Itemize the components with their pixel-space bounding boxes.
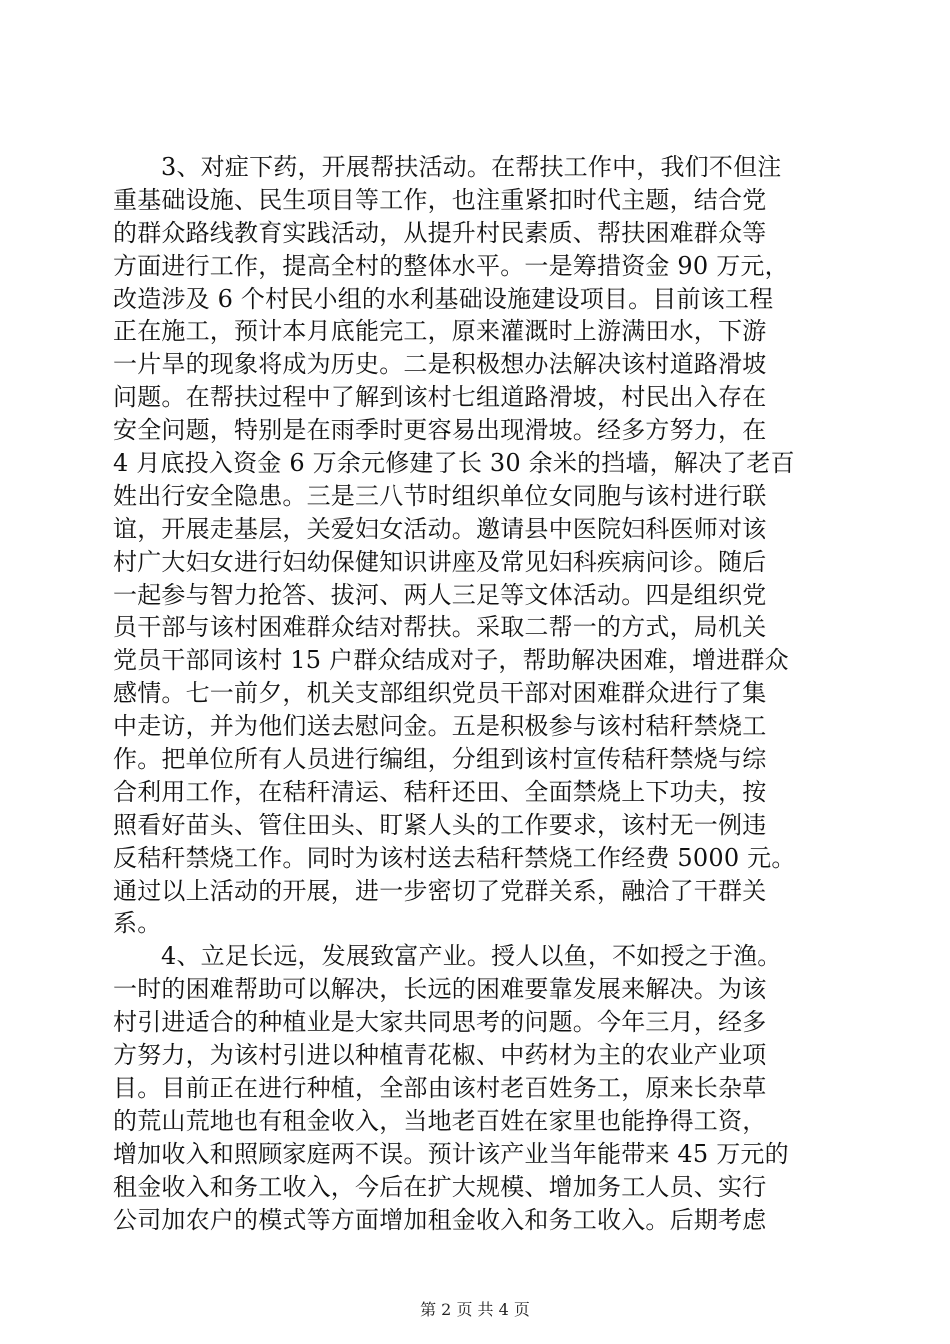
paragraph-line: 公司加农户的模式等方面增加租金收入和务工收入。后期考虑 [113, 1205, 767, 1234]
paragraph-line: 安全问题，特别是在雨季时更容易出现滑坡。经多方努力，在 [113, 416, 767, 445]
paragraph-line [113, 151, 833, 184]
paragraph-line: 合利用工作，在秸秆清运、秸秆还田、全面禁烧上下功夫，按 [113, 777, 767, 806]
paragraph-line: 反秸秆禁烧工作。同时为该村送去秸秆禁烧工作经费 5000 元。 [113, 843, 796, 872]
paragraph-line: 租金收入和务工收入，今后在扩大规模、增加务工人员、实行 [113, 1172, 767, 1201]
page-footer [0, 1297, 950, 1320]
paragraph-line: 谊，开展走基层，关爱妇女活动。邀请县中医院妇科医师对该 [113, 514, 767, 543]
paragraph-line: 增加收入和照顾家庭两不误。预计该产业当年能带来 45 万元的 [113, 1139, 789, 1168]
paragraph-line: 的群众路线教育实践活动，从提升村民素质、帮扶困难群众等 [113, 218, 767, 247]
line-text: 4、立足长远，发展致富产业。授人以鱼，不如授之于渔。 [161, 942, 782, 971]
paragraph-line: 4 月底投入资金 6 万余元修建了长 30 余米的挡墙，解决了老百 [113, 449, 795, 478]
paragraph-line: 一片旱的现象将成为历史。二是积极想办法解决该村道路滑坡 [113, 350, 767, 379]
paragraph-line: 的荒山荒地也有租金收入，当地老百姓在家里也能挣得工资， [113, 1106, 767, 1135]
paragraph-line: 方努力，为该村引进以种植青花椒、中药材为主的农业产业项 [113, 1041, 767, 1070]
paragraph-line: 感情。七一前夕，机关支部组织党员干部对困难群众进行了集 [113, 679, 767, 708]
document-body [113, 151, 833, 1236]
paragraph-line: 一起参与智力抢答、拔河、两人三足等文体活动。四是组织党 [113, 580, 767, 609]
paragraph-line: 改造涉及 6 个村民小组的水利基础设施建设项目。目前该工程 [113, 284, 774, 313]
paragraph-line: 员干部与该村困难群众结对帮扶。采取二帮一的方式，局机关 [113, 613, 767, 642]
paragraph-line: 中走访，并为他们送去慰问金。五是积极参与该村秸秆禁烧工 [113, 712, 767, 741]
paragraph-line: 正在施工，预计本月底能完工，原来灌溉时上游满田水，下游 [113, 317, 767, 346]
paragraph-line: 系。 [113, 909, 162, 938]
page-number-label: 第 2 页 共 4 页 [420, 1300, 530, 1319]
line-text: 3、对症下药，开展帮扶活动。在帮扶工作中，我们不但注 [161, 153, 782, 181]
paragraph-line: 问题。在帮扶过程中了解到该村七组道路滑坡，村民出入存在 [113, 383, 767, 412]
paragraph-line: 姓出行安全隐患。三是三八节时组织单位女同胞与该村进行联 [113, 481, 767, 510]
paragraph-line: 党员干部同该村 15 户群众结成对子，帮助解决困难，增进群众 [113, 646, 789, 675]
paragraph-line: 目。目前正在进行种植，全部由该村老百姓务工，原来长杂草 [113, 1073, 767, 1102]
paragraph-line: 通过以上活动的开展，进一步密切了党群关系，融洽了干群关 [113, 876, 767, 905]
paragraph-line: 村引进适合的种植业是大家共同思考的问题。今年三月，经多 [113, 1008, 767, 1037]
paragraph-line: 重基础设施、民生项目等工作，也注重紧扣时代主题，结合党 [113, 185, 767, 214]
paragraph-line: 方面进行工作，提高全村的整体水平。一是筹措资金 90 万元， [113, 251, 789, 280]
paragraph-line [113, 940, 833, 973]
paragraph-line: 照看好苗头、管住田头、盯紧人头的工作要求，该村无一例违 [113, 810, 767, 839]
paragraph-line: 作。把单位所有人员进行编组，分组到该村宣传秸秆禁烧与综 [113, 745, 767, 774]
paragraph-line: 一时的困难帮助可以解决，长远的困难要靠发展来解决。为该 [113, 975, 767, 1004]
paragraph-line: 村广大妇女进行妇幼保健知识讲座及常见妇科疾病问诊。随后 [113, 547, 767, 576]
